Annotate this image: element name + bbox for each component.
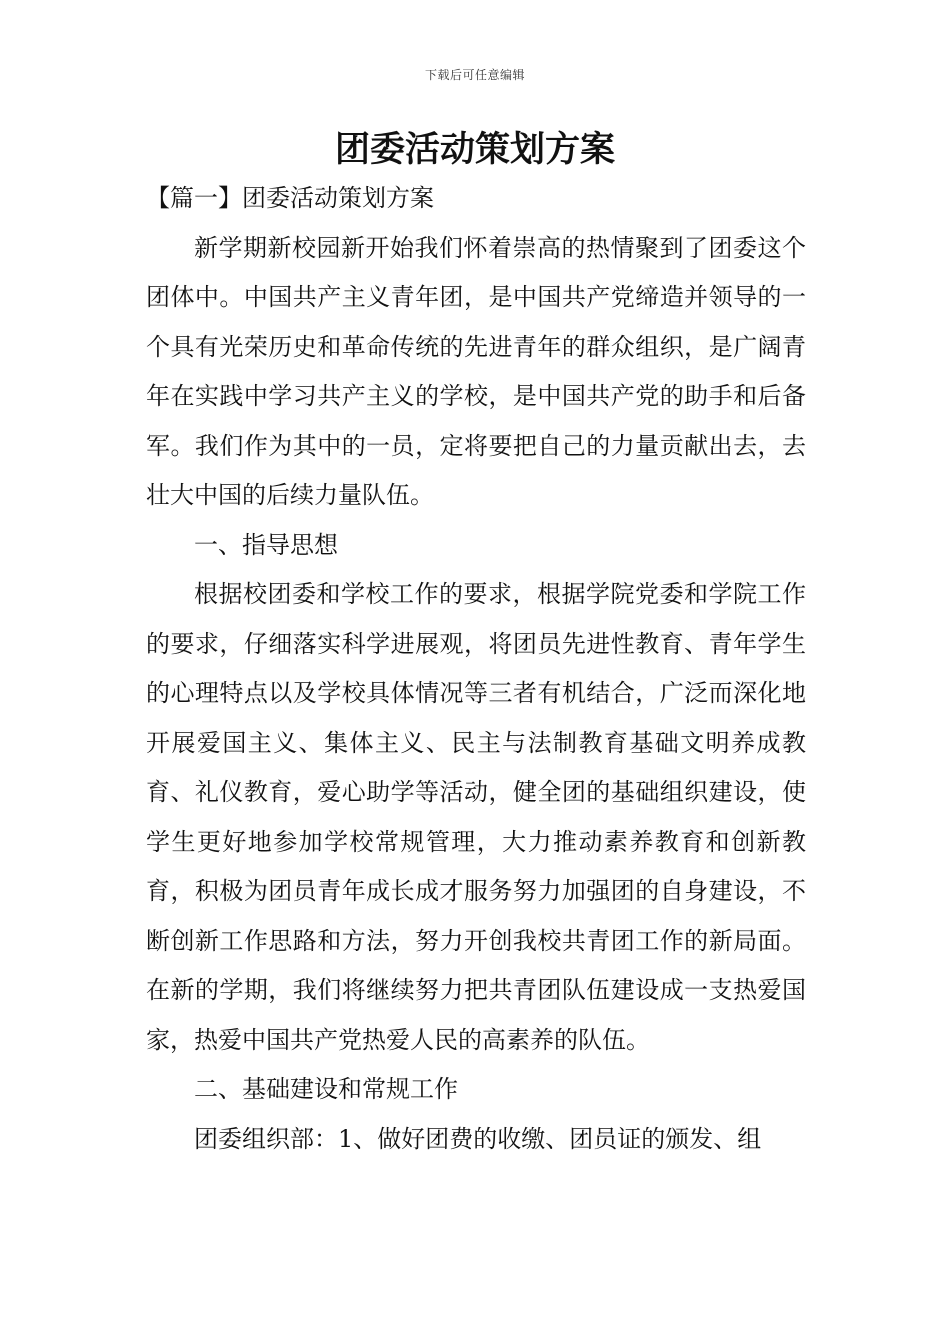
organization-department-paragraph: 团委组织部：1、做好团费的收缴、团员证的颁发、组 [194,1124,762,1153]
section-heading-guiding-ideology: 一、指导思想 [194,530,338,559]
document-body [146,174,806,1164]
section-heading-basic-construction: 二、基础建设和常规工作 [194,1075,458,1103]
section-heading-part-one: 【篇一】团委活动策划方案 [146,184,434,212]
guiding-ideology-paragraph: 根据校团委和学校工作的要求，根据学院党委和学院工作的要求，仔细落实科学进展观，将团员先进性教育、青年学生的心理特点以及学校具体情况等三者有机结合，广泛而深化地开展爱国主义、集体主义、民主与法制教育基础文明养成教育、礼仪教育，爱心助学等活动，健全团的基础组织建设，使学生更好地参加学校常规管理，大力推动素养教育和创新教育，积极为团员青年成长成才服务努力加强团的自身建设，不断创新工作思路和方法，努力开创我校共青团工作的新局面。在新的学期，我们将继续努力把共青团队伍建设成一支热爱国家，热爱中国共产党热爱人民的高素养的队伍。 [146,580,806,1054]
document-title: 团委活动策划方案 [334,130,615,170]
intro-paragraph: 新学期新校园新开始我们怀着崇高的热情聚到了团委这个团体中。中国共产主义青年团，是中国共产党缔造并领导的一个具有光荣历史和革命传统的先进青年的群众组织，是广阔青年在实践中学习共产主义的学校，是中国共产党的助手和后备军。我们作为其中的一员，定将要把自己的力量贡献出去，去壮大中国的后续力量队伍。 [146,233,806,509]
header-note: 下载后可任意编辑 [424,68,525,82]
